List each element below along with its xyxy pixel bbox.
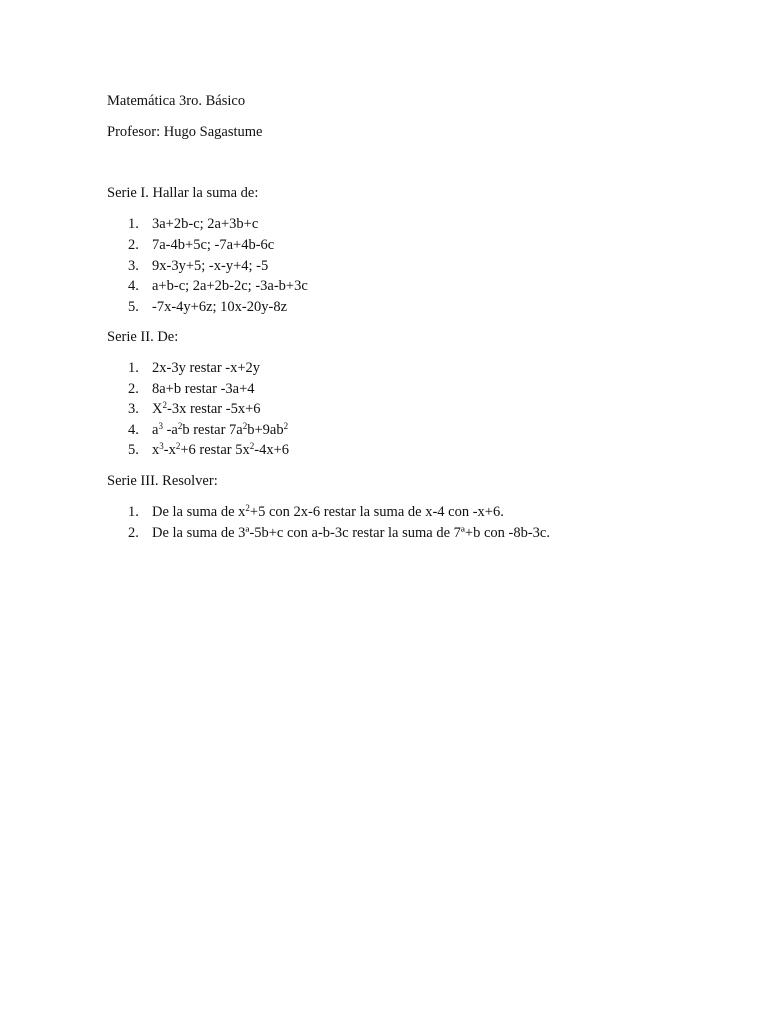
item-number: 2. [128,381,139,397]
item-text: 2x-3y restar -x+2y [152,360,261,376]
item-number: 1. [128,360,139,376]
item-number: 1. [128,216,139,232]
item-text: -7x-4y+6z; 10x-20y-8z [152,299,288,315]
item-number: 1. [128,504,139,520]
item-text: 9x-3y+5; -x-y+4; -5 [152,258,269,274]
serie1-heading: Serie I. Hallar la suma de: [107,185,259,201]
item-text: $X^2-3x$ restar -5x+6 [152,400,261,417]
item-text: 7a-4b+5c; -7a+4b-6c [152,237,275,253]
item-number: 2. [128,237,139,253]
serie2-heading: Serie II. De: [107,329,179,345]
item-number: 3. [128,258,139,274]
item-text: 3a+2b-c; 2a+3b+c [152,216,259,232]
item-text: $x^3-x^2+6$ restar $5x^2-4x+6$ [152,441,289,458]
item-text: $a^3$ $-a^2b$ restar $7a^2b+9ab^2$ [152,421,289,438]
item-number: 5. [128,442,139,458]
item-number: 2. [128,525,139,541]
item-text: a+b-c; 2a+2b-2c; -3a-b+3c [152,278,308,294]
item-number: 3. [128,401,139,417]
item-number: 4. [128,278,139,294]
teacher-name: Profesor: Hugo Sagastume [107,124,263,140]
serie3-heading: Serie III. Resolver: [107,473,218,489]
item-text: De la suma de $x^2+5$ con 2x-6 restar la suma de x-4 con -x+6. [152,503,504,520]
course-title: Matemática 3ro. Básico [107,93,246,109]
item-text: 8a+b restar -3a+4 [152,381,255,397]
item-number: 4. [128,422,139,438]
item-text: De la suma de 3ª-5b+c con a-b-3c restar la suma de 7ª+b con -8b-3c. [152,525,550,541]
item-number: 5. [128,299,139,315]
